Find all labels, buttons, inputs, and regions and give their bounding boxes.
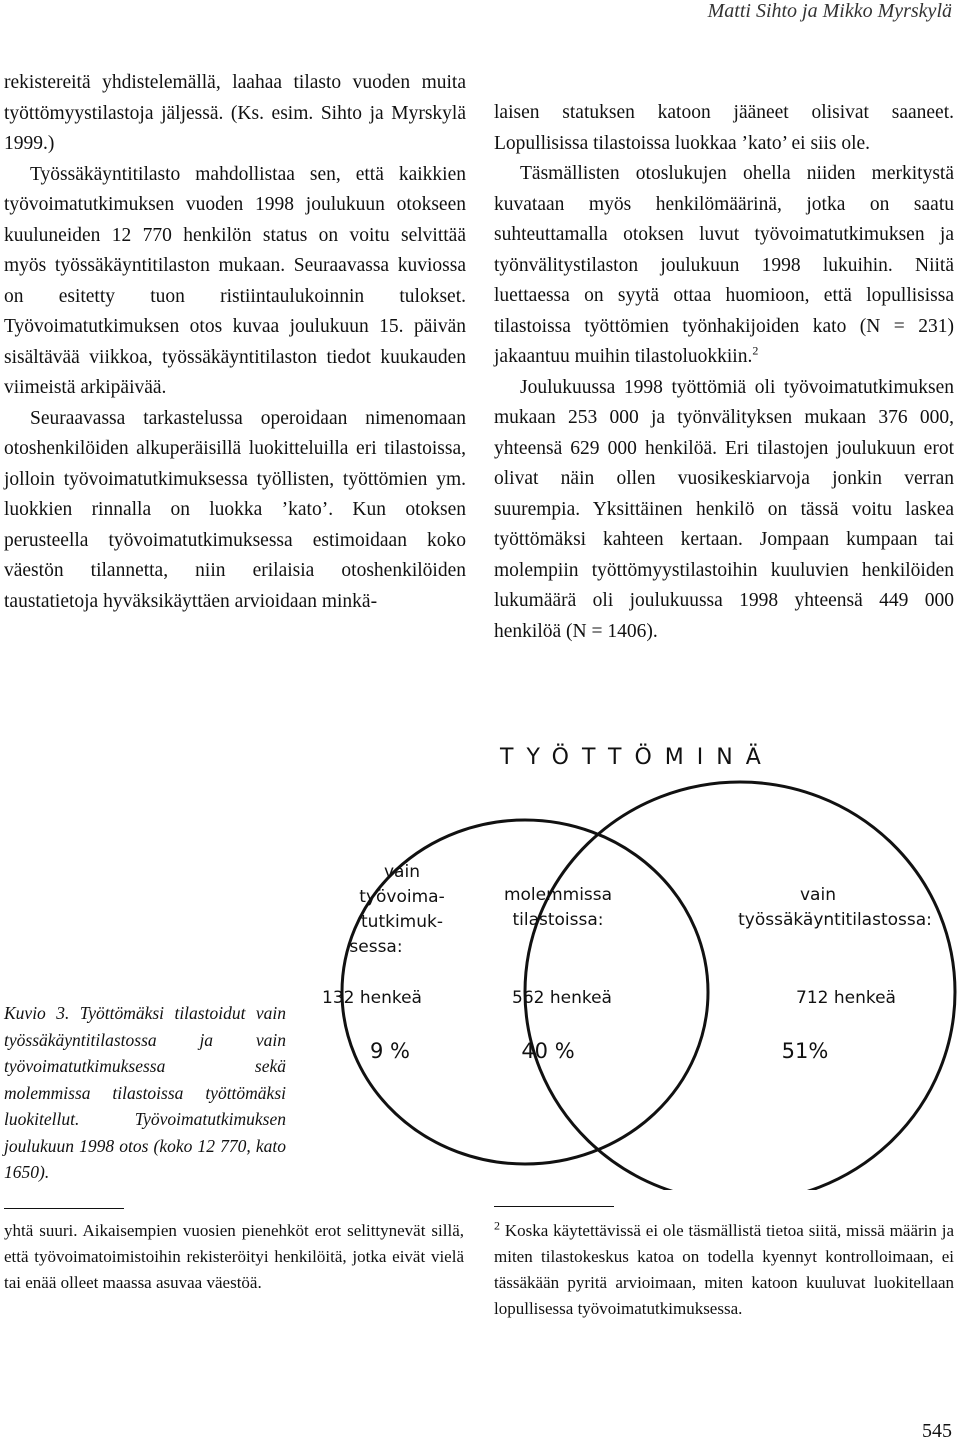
left-column: [4, 68, 466, 617]
left-count: 132 henkeä: [322, 988, 422, 1008]
footnote-continuation: yhtä suuri. Aikaisempien vuosien pienehköt erot selittynevät sillä, että työvoimatoimistoihin rekisteröityi henkilöitä, jotka eivät vielä tai enää olleet maassa asuvaa väestöä.: [4, 1221, 464, 1292]
left-label-line-3: tutkimuk-: [361, 912, 443, 932]
middle-label-line-1: molemmissa: [503, 885, 613, 905]
caption-label: Kuvio 3.: [4, 1003, 70, 1023]
caption-text: Työttömäksi tilastoidut vain työssäkäyntitilastossa ja vain työvoimatutkimuksessa sekä molemmissa tilastoissa työttömäksi luokitellut. Työvoimatutkimuksen joulukuun 1998 otos (koko 12 770, kato 1650).: [4, 1003, 286, 1182]
page-number: 545: [922, 1420, 952, 1442]
middle-percent: 40 %: [521, 1039, 575, 1063]
footnote-2-mark: 2: [494, 1218, 500, 1233]
middle-label-line-2: tilastoissa:: [512, 910, 604, 930]
venn-diagram: [300, 730, 960, 1190]
middle-count: 562 henkeä: [512, 988, 612, 1008]
right-paragraph-3: Joulukuussa 1998 työttömiä oli työvoimatutkimuksen mukaan 253 000 ja työnvälityksen mukaan 376 000, yhteensä 629 000 henkilöä. Eri tilastojen joulukuun erot olivat näin ollen vuosikeskiarvoja jonkin verran suurempia. Yksittäinen henkilö on tässä voitu laskea työttömäksi kahteen kertaan. Jompaan kumpaan tai molempiin työttömyystilastoihin kuuluvien henkilöiden lukumäärä oli joulukuussa 1998 yhteensä 449 000 henkilöä (N = 1406).: [494, 376, 954, 642]
figure-caption: [4, 1000, 286, 1186]
left-percent: 9 %: [370, 1039, 410, 1063]
footnote-divider-left: [4, 1208, 124, 1209]
footnote-2-text: Koska käytettävissä ei ole täsmällistä tietoa siitä, missä määrin ja miten tilastokeskus katoa on todella kyennyt kontrolloimaan, ei tässäkään pyritä arvioimaan, miten katoon kuuluvat luokitellaan lopullisessa työvoimatutkimuksessa.: [494, 1221, 954, 1318]
figure-title: TYÖTTÖMINÄ: [500, 745, 774, 770]
left-label-line-2: työvoima-: [359, 887, 445, 907]
right-count: 712 henkeä: [796, 988, 896, 1008]
venn-figure: [300, 730, 960, 1190]
left-paragraph-3: Seuraavassa tarkastelussa operoidaan nimenomaan otoshenkilöiden alkuperäisillä luokitteluilla eri tilastoissa, jolloin työvoimatutkimuksessa työllisten, työttömien ym. luokkien rinnalla on luokka ’kato’. Kun otoksen perusteella työvoimatutkimuksessa estimoidaan koko väestön tilannetta, niin erilaisia otoshenkilöiden taustatietoja hyväksikäyttäen arvioidaan minkä-: [4, 407, 466, 612]
right-paragraph-1: laisen statuksen katoon jääneet olisivat saaneet. Lopullisissa tilastoissa luokkaa ’kato’ ei siis ole.: [494, 102, 954, 154]
right-label-line-2: työssäkäyntitilastossa:: [738, 910, 932, 930]
left-label-line-4: sessa:: [349, 937, 403, 957]
right-label-line-1: vain: [800, 885, 836, 905]
right-percent: 51%: [781, 1039, 829, 1063]
left-paragraph-1: rekistereitä yhdistelemällä, laahaa tilasto vuoden muita työttömyystilastoja jäljessä. (Ks. esim. Sihto ja Myrskylä 1999.): [4, 72, 466, 154]
running-head-authors: Matti Sihto ja Mikko Myrskylä: [707, 0, 952, 22]
left-paragraph-2: Työssäkäyntitilasto mahdollistaa sen, että kaikkien työvoimatutkimuksen vuoden 1998 joulukuun otokseen kuuluneiden 12 770 henkilön status on voitu selvittää myös työssäkäyntitilaston mukaan. Seuraavassa kuviossa on esitetty tuon ristiintaulukoinnin tulokset. Työvoimatutkimuksen otos kuvaa joulukuun 15. päivän sisältävää viikkoa, työssäkäyntitilaston tiedot kuukauden viimeistä arkipäivää.: [4, 163, 466, 398]
right-column: [494, 98, 954, 647]
footnote-2: [494, 1218, 954, 1322]
right-paragraph-2: [494, 159, 954, 373]
employment-statistics-circle: [525, 782, 955, 1190]
footnote-reference-2[interactable]: 2: [752, 343, 759, 358]
left-label-line-1: vain: [384, 862, 420, 882]
footnote-divider-right: [494, 1206, 614, 1207]
right-paragraph-2-text: Täsmällisten otoslukujen ohella niiden merkitystä kuvataan myös henkilömäärinä, jotka on saatu suhteuttamalla otoksen luvut työvoimatutkimuksen ja työnvälitystilaston joulukuun 1998 lukuihin. Niitä luettaessa on syytä ottaa huomioon, että lopullisissa tilastoissa työttömien työnhakijoiden kato (N = 231) jakaantuu muihin tilastoluokkiin.: [494, 163, 954, 367]
